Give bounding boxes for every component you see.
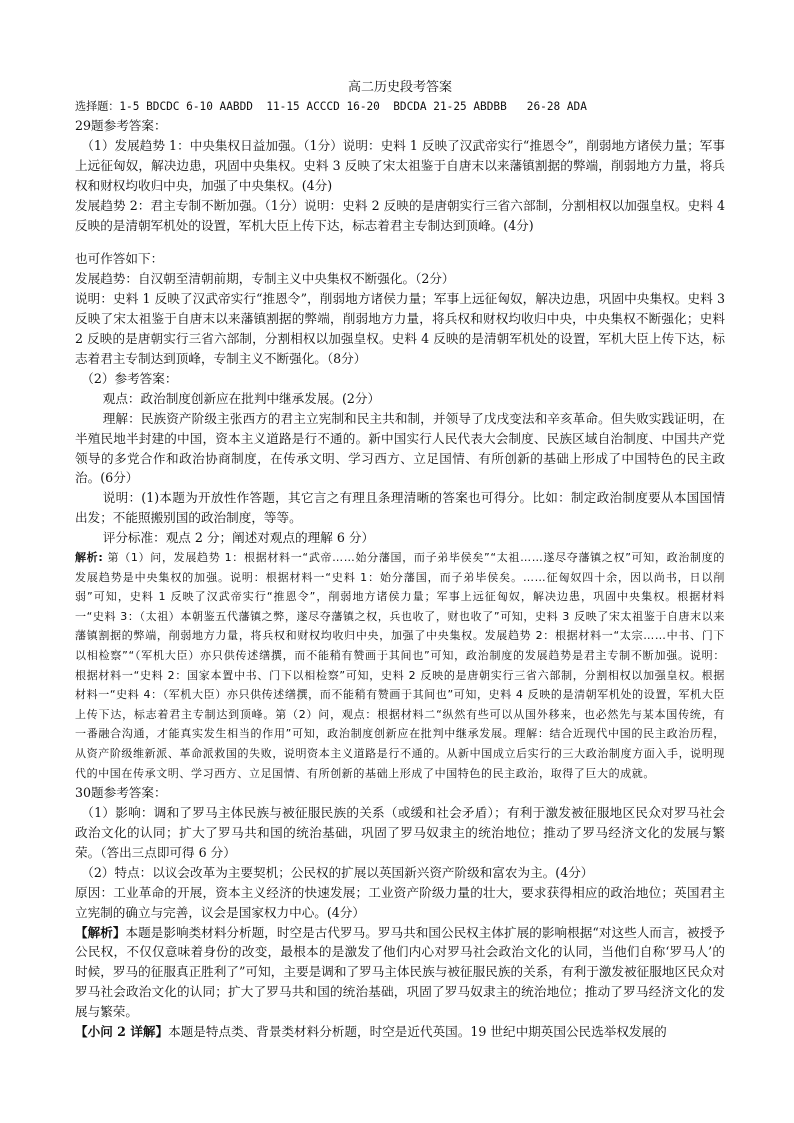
analysis-label: 【解析】 (75, 924, 126, 940)
spacer (75, 235, 725, 249)
q29-analysis (75, 548, 725, 783)
q29-heading: 29题参考答案： (75, 118, 167, 133)
choice-answers: 选择题：1-5 BDCDC 6-10 AABDD 11-15 ACCCD 16-20 BDCDA 21-25 ABDBB 26-28 ADA (75, 100, 587, 113)
q29-understanding: 理解：民族资产阶级主张西方的君主立宪制和民主共和制，并领导了戊戌变法和辛亥革命。但失败实践证明，在半殖民地半封建的中国，资本主义道路是行不通的。新中国实行人民代表大会制度、民族区域自治制度、中国共产党领导的多党合作和政治协商制度，在传承文明、学习西方、立足国情、有所创新的基础上形成了中国特色的民主政治。(6分） (75, 410, 725, 486)
answer-sheet (75, 78, 725, 1042)
q30-part2-reasons: 原因：工业革命的开展，资本主义经济的快速发展；工业资产阶级力量的壮大，要求获得相应的政治地位；英国君主立宪制的确立与完善，议会是国家权力中心。(4分） (75, 884, 725, 920)
q30-part1: （1）影响：调和了罗马主体民族与被征服民族的关系（或缓和社会矛盾）；有利于激发被征服地区民众对罗马社会政治文化的认同；扩大了罗马共和国的统治基础，巩固了罗马奴隶主的统治地位；推动了罗马经济文化的发展与繁荣。（答出三点即可得 6 分） (75, 805, 725, 860)
detail-label: 【小问 2 详解】 (75, 1024, 169, 1040)
q29-alt-heading: 也可作答如下： (75, 251, 164, 267)
q29-part1-trend1: （1）发展趋势 1：中央集权日益加强。（1分）说明：史料 1 反映了汉武帝实行“推恩令”，削弱地方诸侯力量；军事上远征匈奴，解决边患，巩固中央集权。史料 3 反映了宋太祖鉴于自唐末以来藩镇割据的弊端，削弱地方力量，将兵权和财权均收归中央，加强了中央集权。(4分) (75, 137, 725, 193)
q30-analysis (75, 923, 725, 1023)
q29-note: 说明：(1)本题为开放性作答题，其它言之有理且条理清晰的答案也可得分。比如：制定政治制度要从本国国情出发；不能照搬别国的政治制度，等等。 (75, 490, 725, 526)
q30-subquestion2-detail (75, 1022, 725, 1042)
analysis-label: 解析: (75, 551, 104, 565)
q30-part2-features: （2）特点：以议会改革为主要契机；公民权的扩展以英国新兴资产阶级和富农为主。(4分） (81, 864, 594, 880)
analysis-text: 第（1）问，发展趋势 1：根据材料一“武帝……始分藩国，而子弟毕侯矣”“太祖……遂尽夺藩镇之权”可知，政治制度的发展趋势是中央集权的加强。说明：根据材料一“史料 1：始分藩国，而子弟毕侯矣。……征匈奴四十余，因以尚书，日以削弱”可知，史料 1 反映了汉武帝实行“推恩令”，削弱地方诸侯力量；军事上远征匈奴，解决边患，巩固中央集权。根据材料一“史料 3：（太祖）本朝鉴五代藩镇之弊，遂尽夺藩镇之权，兵也收了，财也收了”可知，史料 3 反映了宋太祖鉴于自唐末以来藩镇割据的弊端，削弱地方力量，将兵权和财权均收归中央，加强了中央集权。发展趋势 2：根据材料一“太宗……中书、门下以相检察”“（军机大臣）亦只供传述缮撰，而不能稍有赞画于其间也”可知，政治制度的发展趋势是君主专制不断加强。说明：根据材料一“史料 2：国家本置中书、门下以相检察”可知，史料 2 反映的是唐朝实行三省六部制，分割相权以加强皇权。根据材料一“史料 4：（军机大臣）亦只供传述缮撰，而不能稍有赞画于其间也”可知，史料 4 反映的是清朝军机处的设置，军机大臣上传下达，标志着君主专制达到顶峰。第（2）问，观点：根据材料二“纵然有些可以从国外移来，也必然先与某本国传统，有一番融合沟通，才能真实发生相当的作用”可知，政治制度创新应在批判中继承发展。理解：结合近现代中国的民主政治历程，从资产阶级维新派、革命派救国的失败，说明资本主义道路是行不通的。从新中国成立后实行的三大政治制度方面入手，说明现代的中国在传承文明、学习西方、立足国情、有所创新的基础上形成了中国特色的民主政治，取得了巨大的成就。 (75, 551, 725, 780)
analysis-text: 本题是影响类材料分析题，时空是古代罗马。罗马共和国公民权主体扩展的影响根据“对这些人而言，被授予公民权，不仅仅意味着身份的改变，最根本的是激发了他们内心对罗马社会政治文化的认同，当他们自称‘罗马人’的时候，罗马的征服真正胜利了”可知，主要是调和了罗马主体民族与被征服民族的关系，有利于激发被征服地区民众对罗马社会政治文化的认同；扩大了罗马共和国的统治基础，巩固了罗马奴隶主的统治地位；推动了罗马经济文化的发展与繁荣。 (75, 924, 725, 1020)
q29-part2-heading: （2）参考答案： (81, 370, 178, 386)
detail-text: 本题是特点类、背景类材料分析题，时空是近代英国。19 世纪中期英国公民选举权发展的 (168, 1024, 667, 1040)
page-title: 高二历史段考答案 (347, 80, 452, 95)
q29-scoring: 评分标准：观点 2 分；阐述对观点的理解 6 分） (102, 530, 375, 546)
q29-viewpoint: 观点：政治制度创新应在批判中继承发展。(2分） (102, 390, 381, 406)
q29-part1-trend2: 发展趋势 2：君主专制不断加强。（1分）说明：史料 2 反映的是唐朝实行三省六部制，分割相权以加强皇权。史料 4 反映的是清朝军机处的设置，军机大臣上传下达，标志着君主专制达到顶峰。(4分) (75, 197, 725, 233)
q29-alt-trend: 发展趋势：自汉朝至清朝前期，专制主义中央集权不断强化。（2分） (75, 271, 455, 287)
q29-alt-explanation: 说明：史料 1 反映了汉武帝实行“推恩令”，削弱地方诸侯力量；军事上远征匈奴，解决边患，巩固中央集权。史料 3 反映了宋太祖鉴于自唐末以来藩镇割据的弊端，削弱地方力量，将兵权和财权均收归中央，中央集权不断强化；史料 2 反映的是唐朝实行三省六部制，分割相权以加强皇权。史料 4 反映的是清朝军机处的设置，军机大臣上传下达，标志着君主专制达到顶峰，专制主义不断强化。（8分） (75, 291, 725, 366)
q30-heading: 30题参考答案： (75, 785, 167, 801)
